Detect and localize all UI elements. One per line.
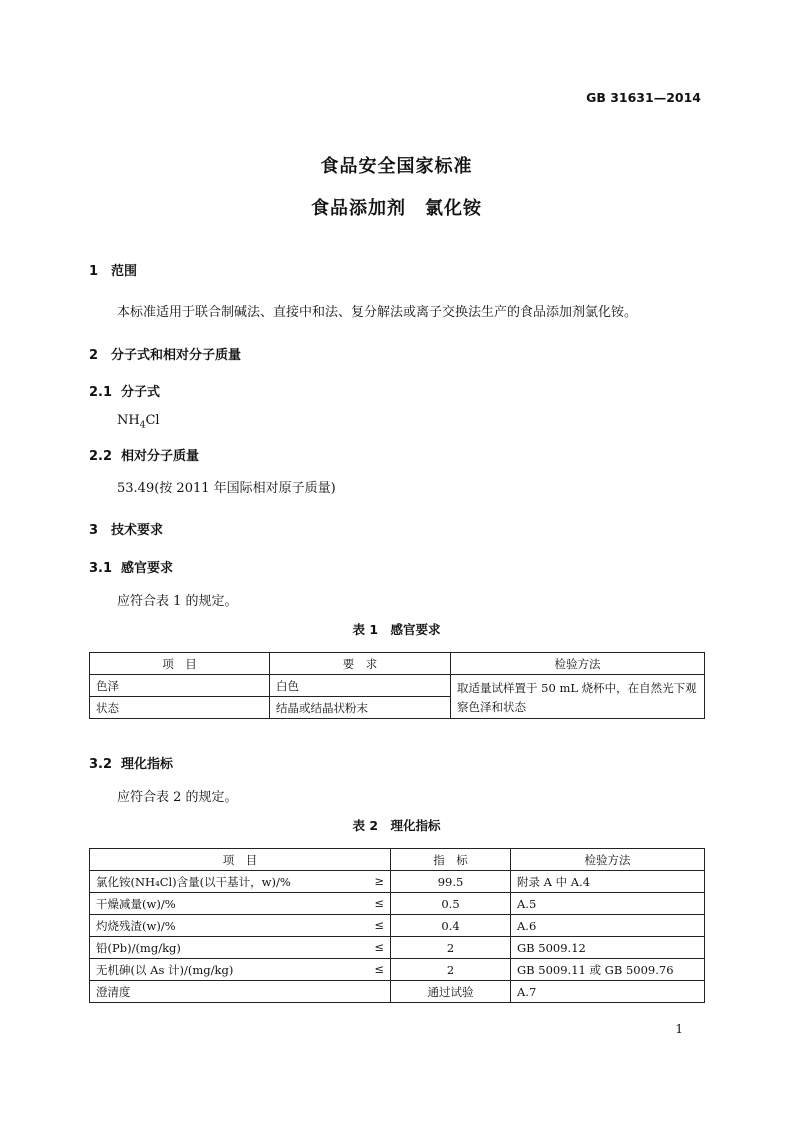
section-title: 相对分子质量 — [121, 449, 200, 464]
table-row — [90, 915, 705, 937]
item-label: 灼烧残渣(w)/% — [96, 918, 176, 933]
section-number: 1 — [89, 264, 99, 279]
item-cell — [90, 981, 391, 1003]
table-row — [90, 937, 705, 959]
table-header-row — [90, 849, 705, 871]
method-cell: A.5 — [511, 893, 705, 915]
section-title: 理化指标 — [121, 757, 174, 772]
item-label: 铅(Pb)/(mg/kg) — [96, 940, 181, 955]
value-cell: 2 — [391, 959, 511, 981]
section-title: 技术要求 — [111, 523, 164, 538]
table-row — [90, 959, 705, 981]
section-title: 分子式和相对分子质量 — [111, 348, 242, 363]
method-cell: 取适量试样置于 50 mL 烧杯中，在自然光下观察色泽和状态 — [451, 675, 705, 719]
section-number: 2 — [89, 348, 99, 363]
page-number: 1 — [675, 1022, 683, 1036]
section-title: 感官要求 — [121, 561, 174, 576]
comparison-operator: ≥ — [374, 873, 384, 888]
value-cell: 2 — [391, 937, 511, 959]
item-label: 氯化铵(NH₄Cl)含量(以干基计，w)/% — [96, 874, 291, 889]
value-cell: 0.5 — [391, 893, 511, 915]
section-title: 分子式 — [121, 385, 161, 400]
item-cell — [90, 893, 391, 915]
method-cell: A.7 — [511, 981, 705, 1003]
item-cell — [90, 959, 391, 981]
molecular-formula — [117, 413, 160, 431]
section-2-1-heading — [89, 381, 160, 400]
section-1-heading — [89, 260, 137, 279]
section-3-2-heading — [89, 753, 173, 772]
header-requirement: 要 求 — [270, 653, 451, 675]
item-label: 干燥减量(w)/% — [96, 896, 176, 911]
method-cell: GB 5009.12 — [511, 937, 705, 959]
value-cell: 99.5 — [391, 871, 511, 893]
requirement-cell: 结晶或结晶状粉末 — [270, 697, 451, 719]
header-item: 项 目 — [90, 849, 391, 871]
table-2-caption: 表 2 理化指标 — [352, 818, 441, 833]
section-number: 2.2 — [89, 449, 113, 464]
section-number: 3.1 — [89, 561, 113, 576]
table-header-row — [90, 653, 705, 675]
formula-tail: Cl — [145, 413, 160, 428]
item-cell: 色泽 — [90, 675, 270, 697]
section-number: 2.1 — [89, 385, 113, 400]
comparison-operator: ≤ — [374, 895, 384, 910]
section-number: 3 — [89, 523, 99, 538]
formula-main: NH — [117, 413, 140, 428]
formula-subscript: 4 — [139, 420, 146, 431]
method-cell: 附录 A 中 A.4 — [511, 871, 705, 893]
section-3-heading — [89, 519, 163, 538]
header-method: 检验方法 — [511, 849, 705, 871]
item-cell — [90, 871, 391, 893]
sensory-requirement-text: 应符合表 1 的规定。 — [117, 594, 238, 609]
header-method: 检验方法 — [451, 653, 705, 675]
scope-paragraph: 本标准适用于联合制碱法、直接中和法、复分解法或离子交换法生产的食品添加剂氯化铵。 — [117, 305, 638, 320]
comparison-operator: ≤ — [374, 961, 384, 976]
table-row — [90, 871, 705, 893]
item-cell: 状态 — [90, 697, 270, 719]
header-indicator: 指 标 — [391, 849, 511, 871]
table-row — [90, 675, 705, 697]
section-2-2-heading — [89, 445, 199, 464]
method-cell: GB 5009.11 或 GB 5009.76 — [511, 959, 705, 981]
physicochemical-requirement-text: 应符合表 2 的规定。 — [117, 790, 238, 805]
physicochemical-table — [89, 848, 705, 1003]
header-item: 项 目 — [90, 653, 270, 675]
value-cell: 通过试验 — [391, 981, 511, 1003]
comparison-operator: ≤ — [374, 939, 384, 954]
method-cell: A.6 — [511, 915, 705, 937]
value-cell: 0.4 — [391, 915, 511, 937]
sensory-table — [89, 652, 705, 719]
table-row — [90, 893, 705, 915]
section-3-1-heading — [89, 557, 173, 576]
section-title: 范围 — [111, 264, 138, 279]
comparison-operator: ≤ — [374, 917, 384, 932]
item-cell — [90, 915, 391, 937]
molecular-mass: 53.49(按 2011 年国际相对原子质量) — [117, 481, 336, 496]
table-row — [90, 981, 705, 1003]
document-subtitle: 食品添加剂 氯化铵 — [311, 198, 482, 219]
item-label: 无机砷(以 As 计)/(mg/kg) — [96, 962, 234, 977]
requirement-cell: 白色 — [270, 675, 451, 697]
document-title: 食品安全国家标准 — [320, 156, 473, 177]
standard-code: GB 31631—2014 — [586, 90, 701, 105]
section-2-heading — [89, 344, 241, 363]
item-cell — [90, 937, 391, 959]
item-label: 澄清度 — [96, 984, 131, 999]
table-1-caption: 表 1 感官要求 — [352, 622, 441, 637]
section-number: 3.2 — [89, 757, 113, 772]
